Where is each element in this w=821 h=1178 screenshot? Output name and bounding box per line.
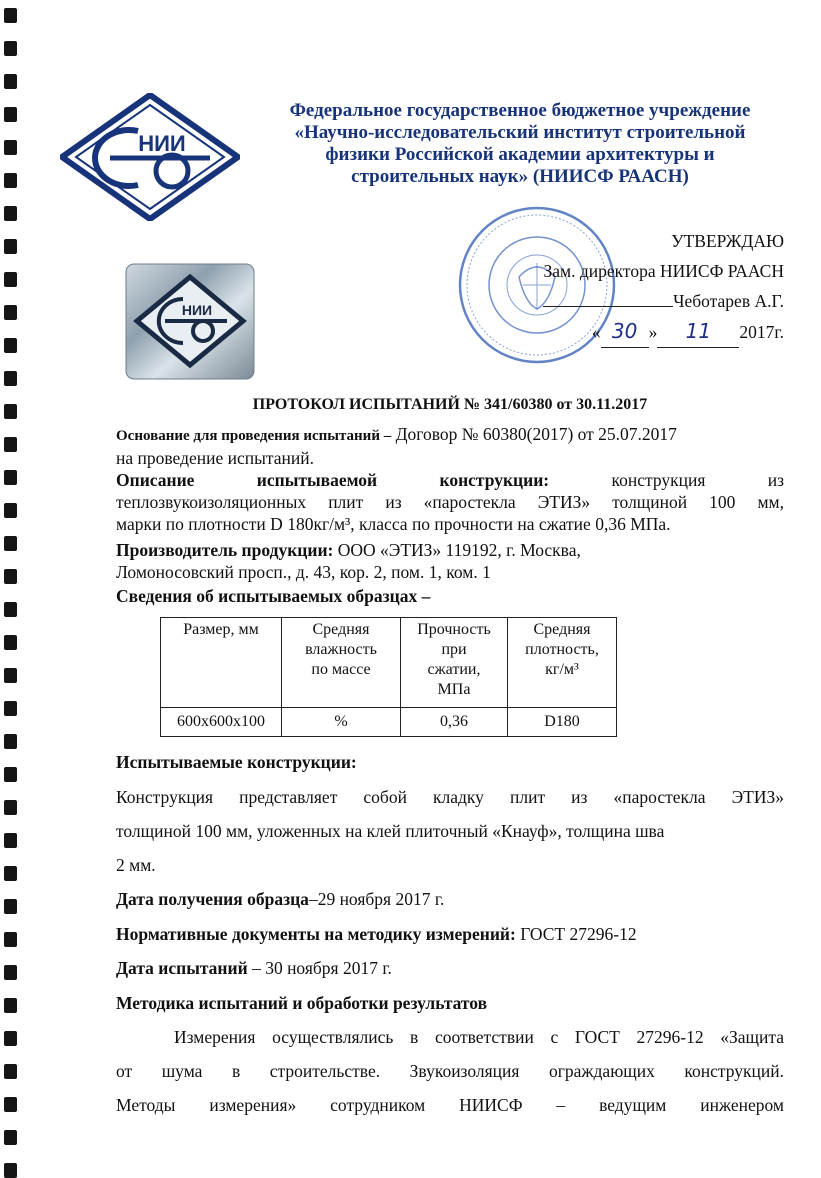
test-date-value: – 30 ноября 2017 г. [247, 958, 392, 978]
table-header-cell: Средняя влажность по массе [282, 618, 401, 708]
org-line-3: физики Российской академии архитектуры и [325, 144, 715, 165]
tested-constructions-line-2: толщиной 100 мм, уложенных на клей плиточный «Кнауф», толщина шва [116, 821, 665, 841]
table-header-cell: Средняя плотность, кг/м³ [508, 618, 617, 708]
samples-table [160, 617, 617, 737]
approval-position: Зам. директора НИИСФ РААСН [543, 261, 784, 281]
binding-hole [4, 800, 17, 815]
logo-text: НИИ [138, 131, 186, 156]
binding-hole [4, 272, 17, 287]
manufacturer-text-1: ООО «ЭТИЗ» 119192, г. Москва, [333, 540, 581, 560]
binding-hole [4, 602, 17, 617]
binding-hole [4, 767, 17, 782]
normative-docs-value: ГОСТ 27296-12 [515, 924, 637, 944]
binding-hole [4, 965, 17, 980]
description-text-2: теплозвукоизоляционных плит из «паростекла ЭТИЗ» толщиной 100 мм, [116, 492, 784, 512]
binding-hole [4, 41, 17, 56]
holo-logo-text: НИИ [181, 302, 213, 318]
binding-hole [4, 1130, 17, 1145]
org-line-4: строительных наук» (НИИСФ РААСН) [351, 166, 689, 187]
manufacturer-text-2: Ломоносовский просп., д. 43, кор. 2, пом. 1, ком. 1 [116, 562, 491, 582]
binding-hole [4, 206, 17, 221]
description-text-1: конструкция из [549, 470, 784, 490]
binding-hole [4, 107, 17, 122]
binding-hole [4, 1097, 17, 1112]
test-date [116, 958, 784, 979]
tested-constructions-line-1: Конструкция представляет собой кладку плит из «паростекла ЭТИЗ» [116, 787, 784, 807]
approval-heading: УТВЕРЖДАЮ [671, 231, 784, 251]
binding-hole [4, 503, 17, 518]
binding-hole [4, 998, 17, 1013]
table-row [161, 708, 617, 737]
binding-hole [4, 932, 17, 947]
table-cell: 0,36 [401, 708, 508, 737]
date-quote-open: « [591, 322, 601, 342]
binding-hole [4, 8, 17, 23]
binding-hole [4, 635, 17, 650]
table-header-cell: Прочность при сжатии, МПа [401, 618, 508, 708]
tested-constructions-line-3: 2 мм. [116, 855, 156, 875]
samples-label: Сведения об испытываемых образцах – [116, 586, 431, 606]
tested-constructions-label: Испытываемые конструкции: [116, 752, 357, 772]
approval-year: 2017г. [739, 322, 784, 342]
approval-block [470, 226, 784, 348]
binding-hole [4, 701, 17, 716]
binding-hole [4, 305, 17, 320]
hologram-sticker [125, 263, 255, 380]
binding-hole [4, 536, 17, 551]
description-section [116, 469, 784, 535]
binding-hole [4, 866, 17, 881]
basis-text-1: Договор № 60380(2017) от 25.07.2017 [391, 424, 677, 444]
table-cell: % [282, 708, 401, 737]
org-line-2: «Научно-исследовательский институт строительной [294, 122, 746, 143]
niisf-logo [60, 93, 240, 221]
approval-month: 11 [685, 319, 712, 343]
basis-label: Основание для проведения испытаний – [116, 428, 392, 444]
binding-hole [4, 173, 17, 188]
table-cell: D180 [508, 708, 617, 737]
binding-hole [4, 668, 17, 683]
manufacturer-label: Производитель продукции: [116, 540, 334, 560]
approval-day: 30 [611, 319, 638, 343]
manufacturer-section [116, 539, 784, 583]
binding-hole [4, 1064, 17, 1079]
methodology-line-1: Измерения осуществлялись в соответствии с ГОСТ 27296-12 «Защита [174, 1027, 784, 1047]
date-quote-close: » [648, 322, 658, 342]
normative-docs [116, 924, 784, 945]
receipt-date [116, 889, 784, 910]
signature-blank [543, 306, 673, 307]
normative-docs-label: Нормативные документы на методику измерений: [116, 924, 516, 944]
binding-hole [4, 74, 17, 89]
binding-hole [4, 404, 17, 419]
methodology-line-2: от шума в строительстве. Звукоизоляция ограждающих конструкций. [116, 1061, 784, 1081]
approval-date-line [470, 316, 784, 348]
binding-hole [4, 140, 17, 155]
protocol-title: ПРОТОКОЛ ИСПЫТАНИЙ № 341/60380 от 30.11.2017 [252, 396, 648, 413]
binding-hole [4, 1031, 17, 1046]
basis-text-2: на проведение испытаний. [116, 448, 314, 468]
basis-section [116, 423, 784, 469]
methodology-line-3: Методы измерения» сотрудником НИИСФ – ведущим инженером [116, 1095, 784, 1115]
binding-hole [4, 899, 17, 914]
binding-hole [4, 338, 17, 353]
binding-hole [4, 239, 17, 254]
binding-hole [4, 470, 17, 485]
description-label: Описание испытываемой конструкции: [116, 470, 550, 490]
binding-hole [4, 1163, 17, 1178]
approval-signatory: Чеботарев А.Г. [673, 291, 784, 311]
table-header-row [161, 618, 617, 708]
binding-hole [4, 371, 17, 386]
org-line-1: Федеральное государственное бюджетное учреждение [289, 100, 751, 121]
approval-signature-line [470, 286, 784, 316]
spiral-binding [0, 0, 22, 1174]
binding-hole [4, 833, 17, 848]
receipt-date-label: Дата получения образца [116, 889, 309, 909]
binding-hole [4, 734, 17, 749]
table-header-cell: Размер, мм [161, 618, 282, 708]
receipt-date-value: –29 ноября 2017 г. [308, 889, 445, 909]
binding-hole [4, 437, 17, 452]
table-cell: 600x600x100 [161, 708, 282, 737]
organization-header [258, 100, 782, 188]
test-date-label: Дата испытаний [116, 958, 248, 978]
binding-hole [4, 569, 17, 584]
description-text-3: марки по плотности D 180кг/м³, класса по прочности на сжатие 0,36 МПа. [116, 514, 671, 534]
methodology-heading: Методика испытаний и обработки результатов [116, 993, 488, 1013]
